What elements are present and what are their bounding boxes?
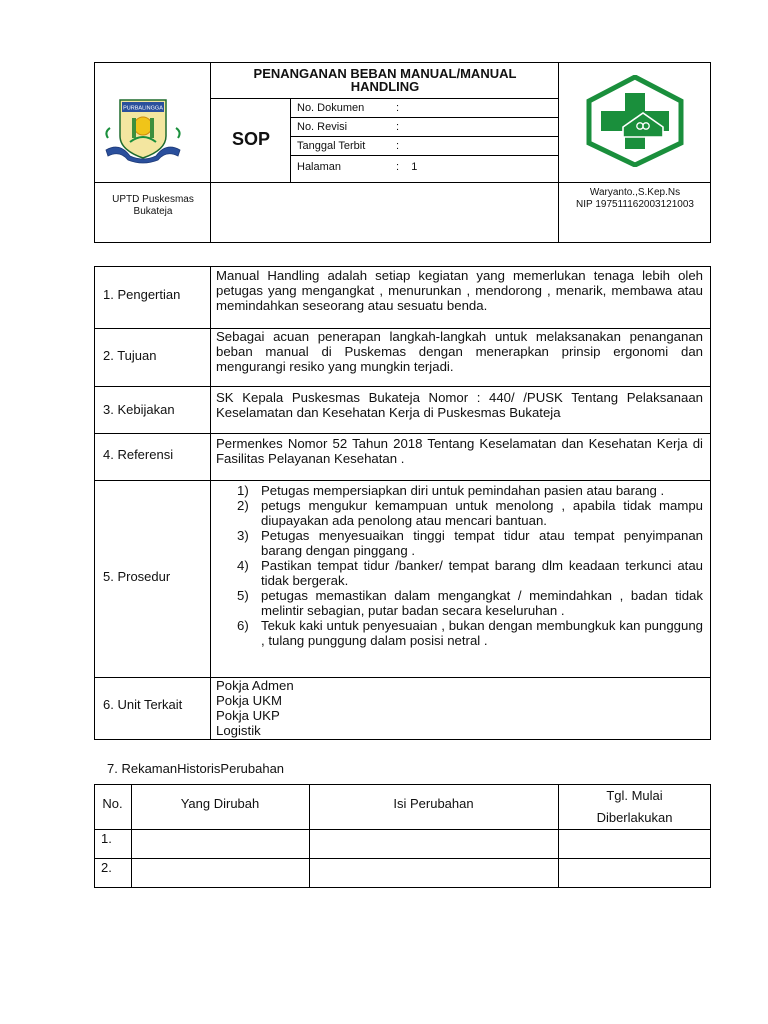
step-number: 4) xyxy=(237,558,249,573)
header-divider xyxy=(558,62,559,243)
institution-line-2: Bukateja xyxy=(133,206,173,217)
history-col-date xyxy=(558,785,711,829)
procedure-list xyxy=(216,483,703,648)
emblem-text: PURBALINGGA xyxy=(123,105,163,112)
procedure-step xyxy=(216,528,703,558)
step-number: 6) xyxy=(237,618,249,633)
document-title xyxy=(212,67,558,93)
header-divider xyxy=(290,117,558,118)
unit-item: Logistik xyxy=(216,723,261,738)
history-col-no: No. xyxy=(102,796,123,811)
field-label: Halaman xyxy=(297,161,342,173)
field-value: : xyxy=(396,102,400,114)
unit-item: Pokja UKM xyxy=(216,693,282,708)
header-divider xyxy=(290,98,291,182)
history-row-divider xyxy=(94,829,711,830)
history-col-content: Isi Perubahan xyxy=(393,796,474,811)
procedure-step xyxy=(216,588,703,618)
section-text-tujuan: Sebagai acuan penerapan langkah-langkah untuk melaksanakan penanganan beban manual di Puskemas dengan menerapkan prinsip ergonomi dan mengurangi resiko yang mungkin terjadi. xyxy=(216,329,703,374)
sop-label: SOP xyxy=(231,129,270,149)
signer-name: Waryanto.,S.Kep.Ns xyxy=(589,187,681,198)
history-row-no: 2. xyxy=(101,860,112,875)
unit-list xyxy=(216,678,703,738)
unit-item: Pokja Admen xyxy=(216,678,294,693)
title-line-1: PENANGANAN BEBAN MANUAL/MANUAL xyxy=(253,66,517,81)
section-text-pengertian: Manual Handling adalah setiap kegiatan yang memerlukan tenaga lebih oleh petugas yang mengangkat , menurunkan , mendorong , menarik, membawa atau memindahkan seseorang atau sesuatu benda. xyxy=(216,268,703,313)
procedure-step xyxy=(216,558,703,588)
header-divider xyxy=(290,155,558,156)
content-divider xyxy=(210,266,211,740)
field-label: Tanggal Terbit xyxy=(297,140,366,152)
section-label-prosedur: 5. Prosedur xyxy=(103,569,171,584)
header-divider xyxy=(94,182,711,183)
section-label-kebijakan: 3. Kebijakan xyxy=(103,402,175,417)
section-label-referensi: 4. Referensi xyxy=(103,447,174,462)
procedure-step xyxy=(216,483,703,498)
step-text: Petugas menyesuaikan tinggi tempat tidur atau tempat penyimpanan barang dengan pinggang . xyxy=(261,528,703,558)
header-divider xyxy=(210,98,558,99)
history-col-date-line-2: Diberlakukan xyxy=(596,810,673,825)
health-logo-icon xyxy=(585,75,685,167)
signer-block xyxy=(560,187,710,211)
step-text: Petugas mempersiapkan diri untuk pemindahan pasien atau barang . xyxy=(261,483,665,498)
field-value: : 1 xyxy=(396,161,418,173)
step-number: 1) xyxy=(237,483,249,498)
step-text: Tekuk kaki untuk penyesuaian , bukan dengan membungkuk kan punggung , tulang punggung dalam posisi netral . xyxy=(261,618,703,648)
signer-nip: NIP 197511162003121003 xyxy=(576,199,694,210)
title-line-2: HANDLING xyxy=(350,79,420,94)
history-col-date-line-1: Tgl. Mulai xyxy=(606,788,663,803)
field-value: : xyxy=(396,121,400,133)
row-divider xyxy=(94,433,711,434)
unit-item: Pokja UKP xyxy=(216,708,280,723)
step-text: petugs mengukur kemampuan untuk menolong , apabila tidak mampu diupayakan ada penolong atau mencari bantuan. xyxy=(261,498,703,528)
section-label-tujuan: 2. Tujuan xyxy=(103,348,157,363)
history-heading: 7. RekamanHistorisPerubahan xyxy=(107,761,285,776)
history-col-changed: Yang Dirubah xyxy=(180,796,260,811)
field-label: No. Revisi xyxy=(297,121,348,133)
section-label-unit: 6. Unit Terkait xyxy=(103,697,183,712)
section-text-kebijakan: SK Kepala Puskesmas Bukateja Nomor : 440/ /PUSK Tentang Pelaksanaan Keselamatan dan Kesehatan Kerja di Puskesmas Bukateja xyxy=(216,390,703,420)
step-text: Pastikan tempat tidur /banker/ tempat barang dlm keadaan terkunci atau tidak bergerak. xyxy=(261,558,703,588)
step-number: 2) xyxy=(237,498,249,513)
step-text: petugas memastikan dalam mengangkat / memindahkan , badan tidak melintir sebagian, putar badan secara keseluruhan . xyxy=(261,588,703,618)
row-divider xyxy=(94,386,711,387)
step-number: 3) xyxy=(237,528,249,543)
row-divider xyxy=(94,480,711,481)
step-number: 5) xyxy=(237,588,249,603)
header-divider xyxy=(290,136,558,137)
field-value: : xyxy=(396,140,400,152)
header-divider xyxy=(210,62,211,243)
field-label: No. Dokumen xyxy=(297,102,365,114)
regency-emblem xyxy=(100,92,186,166)
procedure-step xyxy=(216,618,703,648)
section-label-pengertian: 1. Pengertian xyxy=(103,287,181,302)
history-row-divider xyxy=(94,858,711,859)
procedure-step xyxy=(216,498,703,528)
institution-name xyxy=(96,194,210,218)
institution-line-1: UPTD Puskesmas xyxy=(112,194,194,205)
history-row-no: 1. xyxy=(101,831,112,846)
section-text-referensi: Permenkes Nomor 52 Tahun 2018 Tentang Keselamatan dan Kesehatan Kerja di Fasilitas Pelayanan Kesehatan . xyxy=(216,436,703,466)
